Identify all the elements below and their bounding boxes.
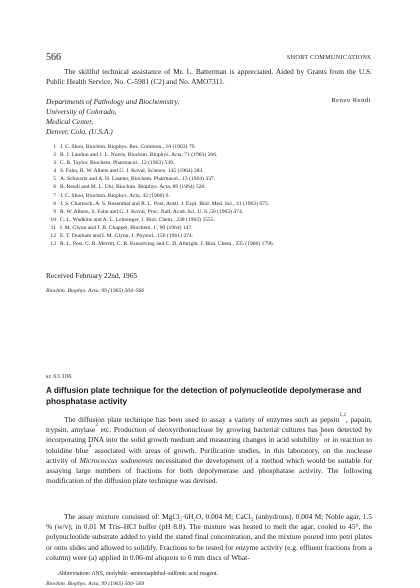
- reference-item: [46, 232, 372, 240]
- affiliation-line: Departments of Pathology and Biochemistry,: [46, 97, 180, 106]
- reference-item: [46, 183, 372, 191]
- reference-number: 8: [53, 200, 56, 207]
- reference-number: 2: [53, 152, 56, 159]
- reference-item: [46, 240, 372, 248]
- reference-item: [46, 208, 372, 216]
- body-text: The diffusion plate technique has been used to assay a variety of enzymes such as pepsin: [64, 415, 340, 424]
- body-text: , papain, trypsin, amylase: [46, 415, 372, 435]
- reference-number: 6: [53, 184, 56, 191]
- body-text: or in reaction to toluidine blue: [46, 435, 372, 455]
- reference-number: 3: [53, 160, 56, 167]
- reference-number: 9: [53, 208, 56, 215]
- reference-text: J. S. Charnock, A. S. Rosenthal and R. L. Post, Austr. J. Expl. Biol. Med. Sci., 41 (1963) 675.: [60, 200, 270, 207]
- body-text: necessitated the development of a method which would be suitable for assaying large numbers of fractions for both depolymerase and phosphatase activity. The following modification of the diffusion plate technique was devised.: [46, 455, 372, 486]
- reference-superscript: 1,2: [339, 412, 346, 418]
- reference-number: 1: [53, 144, 56, 150]
- reference-number: 4: [53, 168, 56, 175]
- reference-text: R. L. Post, C. R. Merritt, C. R. Kinsolving and C. D. Albright, J. Biol. Chem., 235 (1960) 1796.: [60, 241, 275, 248]
- reference-text: S. Fahn, R. W. Albers and G. J. Koval, Science, 145 (1964) 283.: [60, 168, 204, 175]
- reference-item: [46, 159, 372, 167]
- reference-text: C. B. Taylor, Biochem. Pharmacol., 12 (1963) 539.: [60, 160, 175, 167]
- species-name: Micrococcus sodonensis: [79, 455, 153, 465]
- footnote: Abbreviation: ANS, molybdic–aminonaphthol–sulfonic acid reagent.: [58, 571, 219, 577]
- reference-item: [46, 216, 372, 224]
- reference-superscript: 4: [88, 442, 92, 449]
- reference-text: J. C. Skou, Biochim. Biophys. Res. Commun., 10 (1963) 79.: [60, 144, 196, 150]
- reference-text: R. W. Albers, S. Fahn and G. J. Koval, Proc. Natl. Acad. Sci. U. S.,50 (1963) 474.: [60, 208, 244, 215]
- reference-list: [46, 143, 372, 248]
- journal-citation-bottom: Biochim. Biophys. Acta, 99 (1965) 566–569: [46, 581, 145, 587]
- affiliation-line: Medical Center,: [46, 117, 94, 126]
- reference-number: 11: [50, 224, 56, 231]
- running-head: SHORT COMMUNICATIONS: [286, 54, 371, 61]
- author-name: Renzo Rendi: [331, 97, 371, 104]
- affiliation-block: [46, 97, 179, 137]
- reference-number: 13: [50, 241, 56, 248]
- reference-number: 5: [53, 176, 56, 183]
- reference-text: A. Schwartz and A. H. Laseter, Biochem. Pharmacol., 13 (1964) 337.: [60, 176, 216, 183]
- reference-number: 7: [53, 192, 56, 199]
- article-code: sc 63 106: [46, 374, 72, 380]
- body-text: etc. Production of deoxyribonuclease by growing bacterial cultures has been detected by incorporating DNA into the solid growth medium and measuring changes in acid solubility: [46, 425, 372, 445]
- reference-text: J. C. Skou, Biochim. Biophys. Acta, 42 (1960) 6.: [60, 192, 170, 199]
- reference-item: [46, 167, 372, 175]
- affiliation-line: University of Colorado,: [46, 107, 117, 116]
- reference-text: R. Rendi and M. L. Uhr, Biochim. Biophys. Acta, 89 (1964) 520.: [60, 184, 206, 191]
- reference-item: [46, 224, 372, 232]
- reference-superscript: 3: [319, 432, 322, 439]
- body-paragraph: The assay mixture consisted of: MgCl₂·6H₂O, 0.004 M; CaCl₂ (anhydrous), 0.004 M; Noble agar, 1.5 % (w/v); in 0.01 M Tris–HCl buffer (pH 8.8). The mixture was heated to melt the agar, cooled to 45°, the polynucleotide substrate added to yield the stated final concentration, and the mixture poured into petri plates or onto slides and allowed to solidify. Fractions to be tested for enzyme activity (e.g. effluent fractions from a column) were (a) applied in 0.06-ml aliquots to 6 mm discs of What-: [46, 512, 372, 562]
- reference-text: C. L. Wadkins and A. L. Lehninger, J. Biol. Chem., 238 (1963) 2555.: [60, 216, 215, 223]
- reference-item: [46, 192, 372, 200]
- body-text: associated with areas of growth. Purification studies, in this laboratory, on the nuclease activity of: [46, 445, 372, 465]
- journal-citation: Biochim. Biophys. Acta, 99 (1965) 564–566: [46, 288, 145, 294]
- article-title: A diffusion plate technique for the detection of polynucleotide depolymerase and phosphatase activity: [46, 386, 362, 406]
- reference-text: I. M. Glynn and J. B. Chappel, Biochem. J., 90 (1964) 147.: [60, 224, 193, 231]
- reference-item: [46, 200, 372, 208]
- received-date: Received February 22nd, 1965: [46, 271, 138, 280]
- reference-text: E. T. Dunham and I. M. Glynn, J. Physiol., 156 (1961) 274.: [60, 233, 194, 240]
- reference-number: 12: [50, 233, 56, 240]
- reference-item: [46, 175, 372, 183]
- reference-text: R. J. Landon and J. L. Norris, Biochim. Biophys. Acta, 71 (1963) 266.: [60, 152, 218, 159]
- acknowledgement-paragraph: The skillful technical assistance of Mr. L. Batterman is appreciated. Aided by Grants from the U.S. Public Health Service, No. C-5981 (C2) and No. AMO7311.: [46, 67, 372, 87]
- reference-item: [46, 151, 372, 159]
- reference-superscript: 2: [95, 422, 98, 429]
- reference-number: 10: [50, 216, 56, 223]
- page-number: 566: [46, 52, 61, 63]
- reference-item: [46, 143, 372, 151]
- affiliation-line: Denver, Colo. (U.S.A.): [46, 127, 113, 136]
- body-paragraph: [46, 412, 372, 486]
